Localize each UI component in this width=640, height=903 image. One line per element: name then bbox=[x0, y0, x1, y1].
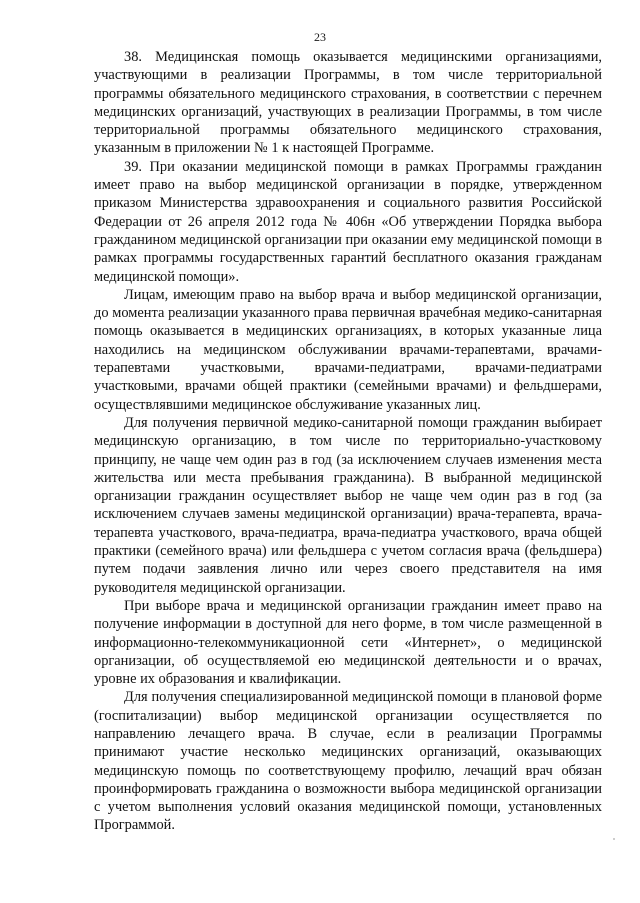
paragraph-specialized-care: Для получения специализированной медицинской помощи в плановой форме (госпитализации) выбор медицинской организации осуществляется по направлению лечащего врача. В случае, если в реализации Программы принимают участие несколько медицинских организаций, оказывающих медицинскую помощь по соответствующему профилю, лечащий врач обязан проинформировать гражданина о возможности выбора медицинской организации с учетом выполнения условий оказания медицинской помощи, установленных Программой. bbox=[94, 689, 602, 834]
paragraph-choice-of-doctor: Лицам, имеющим право на выбор врача и выбор медицинской организации, до момента реализации указанного права первичная врачебная медико-санитарная помощь оказывается в медицинских организациях, в которых указанные лица находились на медицинском обслуживании врачами-терапевтами, врачами-терапевтами участковыми, врачами-педиатрами, врачами-педиатрами участковыми, врачами общей практики (семейными врачами) и фельдшерами, осуществлявшими медицинское обслуживание указанных лиц. bbox=[94, 286, 602, 413]
page-number: 23 bbox=[314, 30, 326, 44]
paragraph-information-right: При выборе врача и медицинской организации гражданин имеет право на получение информации в доступной для него форме, в том числе размещенной в информационно-телекоммуникационной сети «Интернет», о медицинской организации, об осуществляемой ею медицинской деятельности и о врачах, уровне их образования и квалификации. bbox=[94, 597, 602, 688]
paragraph-39: 39. При оказании медицинской помощи в рамках Программы гражданин имеет право на выбор медицинской организации в порядке, утвержденном приказом Министерства здравоохранения и социального развития Российской Федерации от 26 апреля 2012 года № 406н «Об утверждении Порядка выбора гражданином медицинской организации при оказании ему медицинской помощи в рамках программы государственных гарантий бесплатного оказания гражданам медицинской помощи». bbox=[94, 158, 602, 285]
document-body bbox=[94, 48, 602, 835]
paragraph-primary-care-choice: Для получения первичной медико-санитарной помощи гражданин выбирает медицинскую организацию, в том числе по территориально-участковому принципу, не чаще чем один раз в год (за исключением случаев изменения места жительства или места пребывания гражданина). В выбранной медицинской организации гражданин осуществляет выбор не чаще чем один раз в год (за исключением случаев замены медицинской организации) врача-терапевта, врача-терапевта участкового, врача-педиатра, врача-педиатра участкового, врача общей практики (семейного врача) или фельдшера с учетом согласия врача (фельдшера) путем подачи заявления лично или через своего представителя на имя руководителя медицинской организации. bbox=[94, 414, 602, 596]
scan-speck bbox=[613, 838, 615, 840]
paragraph-38: 38. Медицинская помощь оказывается медицинскими организациями, участвующими в реализации Программы, в том числе территориальной программы обязательного медицинского страхования, в соответствии с перечнем медицинских организаций, участвующих в реализации Программы, в том числе территориальной программы обязательного медицинского страхования, указанным в приложении № 1 к настоящей Программе. bbox=[94, 49, 602, 157]
